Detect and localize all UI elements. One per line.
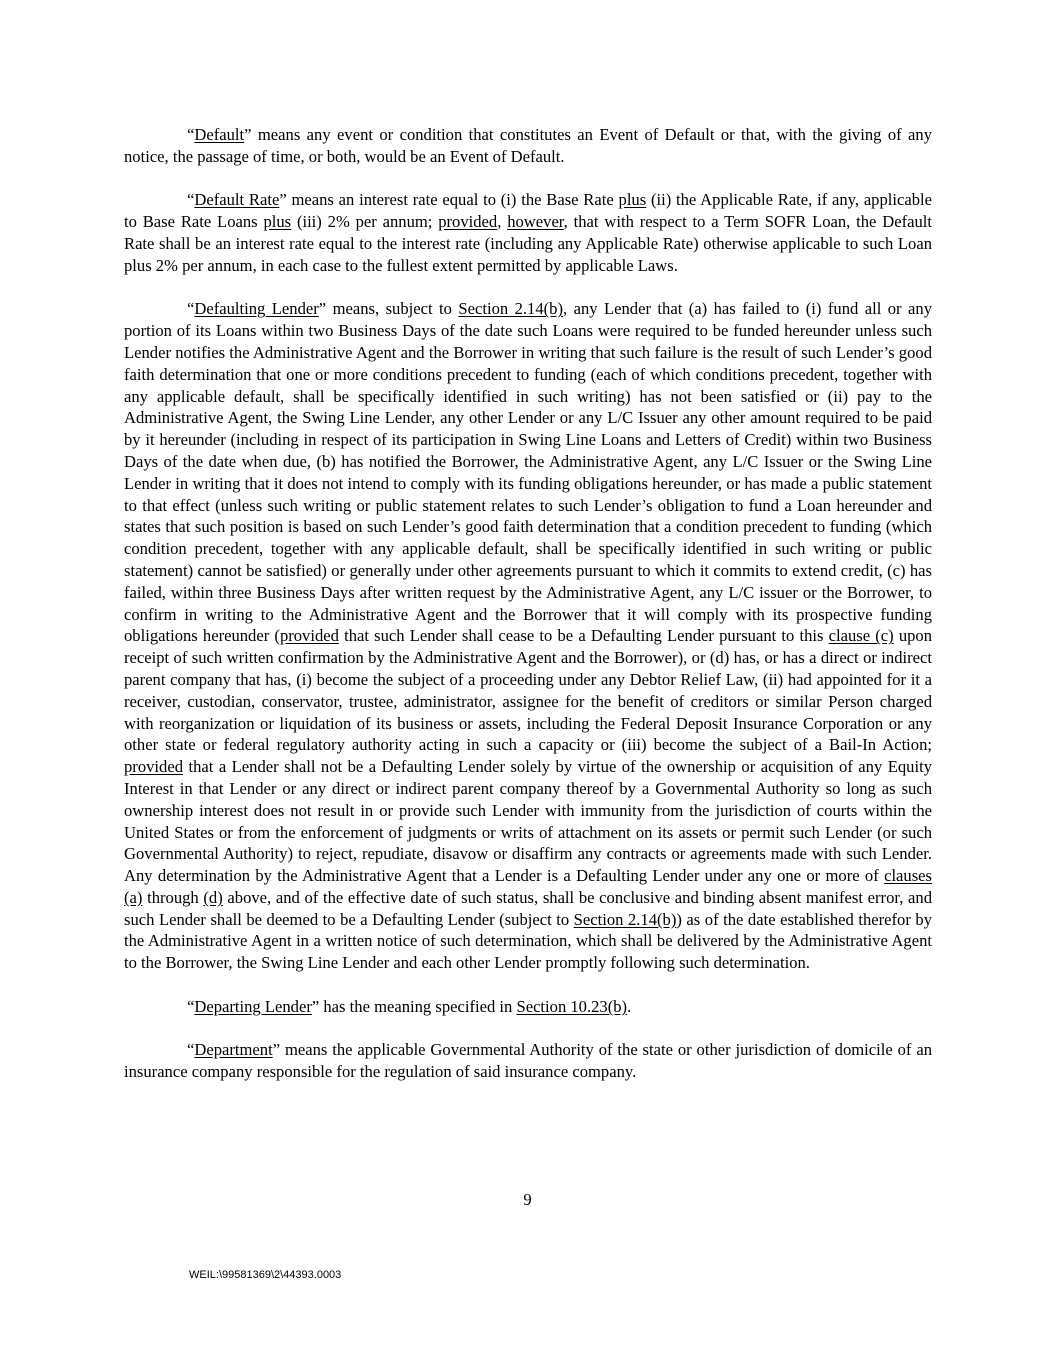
document-id: WEIL:\99581369\2\44393.0003	[189, 1269, 342, 1281]
underlined-term: Section 2.14(b)	[458, 299, 563, 319]
text-run: ” has the meaning specified in	[311, 996, 517, 1016]
underlined-term: clause (c)	[828, 626, 894, 646]
underlined-term: Departing Lender	[194, 996, 312, 1016]
underlined-term: however	[507, 212, 564, 232]
page-number: 9	[523, 1190, 532, 1209]
underlined-term: Defaulting Lender	[194, 299, 319, 319]
text-run: “	[187, 1040, 195, 1060]
text-run: (iii) 2% per annum;	[291, 212, 439, 232]
text-run: ) as of the date established therefor by the Administrative Agent in a written notice of such determination, which shall be delivered by the Administrative Agent to the Borrower, the Swing Line Lender and each other Lender promptly following such determination.	[124, 909, 932, 973]
definition-default	[124, 124, 932, 168]
underlined-term: provided	[279, 626, 339, 646]
underlined-term: Department	[194, 1040, 273, 1060]
definition-default-rate	[124, 189, 932, 276]
underlined-term: plus	[618, 190, 647, 210]
text-run: ,	[497, 212, 508, 232]
text-run: through	[142, 887, 204, 907]
definition-defaulting-lender	[124, 298, 932, 974]
definition-department	[124, 1039, 932, 1083]
text-run: above, and of the effective date of such status, shall be conclusive and binding absent manifest error, and such Lender shall be deemed to be a Defaulting Lender (subject to	[124, 887, 933, 929]
text-run: upon receipt of such written confirmation by the Administrative Agent and the Borrower), or (d) has, or has a direct or indirect parent company that has, (i) become the subject of a proceeding under any Debtor Relief Law, (ii) had appointed for it a receiver, custodian, conservator, trustee, administrator, assignee for the benefit of creditors or similar Person charged with reorganization or liquidation of its business or assets, including the Federal Deposit Insurance Corporation or any other state or federal regulatory authority acting in such a capacity or (iii) become the subject of a Bail-In Action;	[124, 626, 933, 755]
definitions-body	[124, 124, 932, 1083]
text-run: ” means the applicable Governmental Authority of the state or other jurisdiction of domicile of an insurance company responsible for the regulation of said insurance company.	[124, 1040, 932, 1082]
underlined-term: Section 2.14(b)	[573, 909, 677, 929]
underlined-term: provided	[124, 757, 183, 777]
text-run: , any Lender that (a) has failed to (i) fund all or any portion of its Loans within two Business Days of the date such Loans were required to be funded hereunder unless such Lender notifies the Administrative Agent and the Borrower in writing that such failure is the result of such Lender’s good faith determination that one or more conditions precedent to funding (each of which conditions precedent, together with any applicable default, shall be specifically identified in such writing) has not been satisfied or (ii) pay to the Administrative Agent, the Swing Line Lender, any other Lender or any L/C Issuer any other amount required to be paid by it hereunder (including in respect of its participation in Swing Line Loans and Letters of Credit) within two Business Days of the date when due, (b) has notified the Borrower, the Administrative Agent, any L/C Issuer or the Swing Line Lender in writing that it does not intend to comply with its funding obligations hereunder, or has made a public statement to that effect (unless such writing or public statement relates to such Lender’s obligation to fund a Loan hereunder and states that such position is based on such Lender’s good faith determination that a condition precedent to funding (which condition precedent, together with any applicable default, shall be specifically identified in such writing or public statement) cannot be satisfied) or generally under other agreements pursuant to which it commits to extend credit, (c) has failed, within three Business Days after written request by the Administrative Agent, any L/C issuer or the Borrower, to confirm in writing to the Administrative Agent and the Borrower that it will comply with its prospective funding obligations hereunder (	[124, 299, 932, 646]
underlined-term: clauses (a)	[124, 866, 932, 907]
text-run: that such Lender shall cease to be a Defaulting Lender pursuant to this	[338, 626, 829, 646]
definition-departing-lender	[124, 996, 932, 1018]
text-run: that a Lender shall not be a Defaulting Lender solely by virtue of the ownership or acquisition of any Equity Interest in that Lender or any direct or indirect parent company thereof by a Governmental Authority so long as such ownership interest does not result in or provide such Lender with immunity from the jurisdiction of courts within the United States or from the enforcement of judgments or writs of attachment on its assets or permit such Lender (or such Governmental Authority) to reject, repudiate, disavow or disaffirm any contracts or agreements made with such Lender. Any determination by the Administrative Agent that a Lender is a Defaulting Lender under any one or more of	[124, 757, 932, 886]
text-run: “	[187, 996, 195, 1016]
text-run: ” means an interest rate equal to (i) the Base Rate	[279, 190, 619, 210]
text-run: “	[187, 125, 195, 144]
text-run: , that with respect to a Term SOFR Loan, the Default Rate shall be an interest rate equal to the interest rate (including any Applicable Rate) otherwise applicable to such Loan plus 2% per annum, in each case to the fullest extent permitted by applicable Laws.	[124, 212, 932, 275]
underlined-term: provided	[438, 212, 498, 232]
underlined-term: Section 10.23(b)	[516, 996, 628, 1016]
text-run: .	[627, 996, 632, 1016]
underlined-term: Default	[194, 125, 245, 144]
text-run: ” means any event or condition that constitutes an Event of Default or that, with the giving of any notice, the passage of time, or both, would be an Event of Default.	[124, 125, 932, 166]
underlined-term: Default Rate	[194, 190, 280, 210]
underlined-term: (d)	[203, 887, 223, 907]
text-run: ” means, subject to	[318, 299, 459, 319]
text-run: “	[187, 299, 195, 319]
underlined-term: plus	[263, 212, 292, 232]
text-run: “	[187, 190, 195, 210]
text-run: (ii) the Applicable Rate, if any, applicable to Base Rate Loans	[124, 190, 932, 232]
